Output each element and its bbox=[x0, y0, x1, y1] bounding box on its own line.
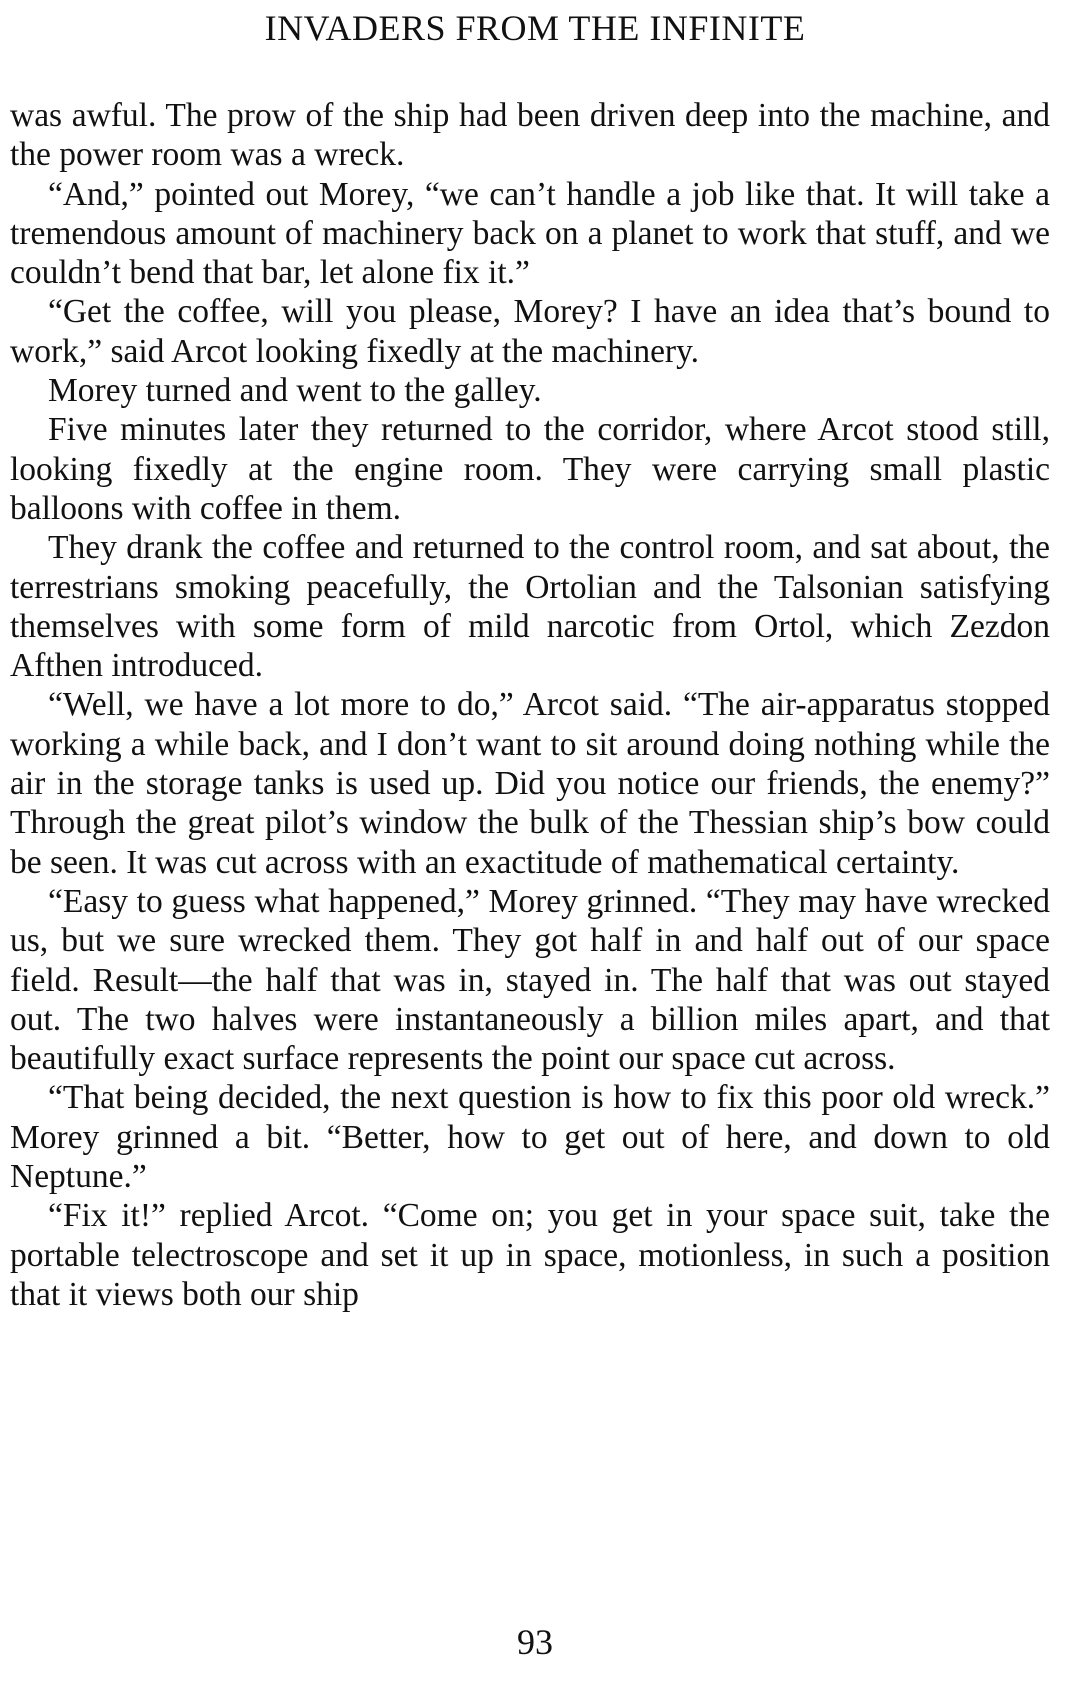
paragraph: “Well, we have a lot more to do,” Arcot said. “The air-apparatus stopped working a while back, and I don’t want to sit around doing nothing while the air in the storage tanks is used up. Did you notice our friends, the enemy?” Through the great pilot’s window the bulk of the Thessian ship’s bow could be seen. It was cut across with an exactitude of mathematical certainty. bbox=[10, 686, 1050, 881]
paragraph: Morey turned and went to the galley. bbox=[48, 372, 542, 410]
paragraph: “And,” pointed out Morey, “we can’t handle a job like that. It will take a tremendous amount of machinery back on a planet to work that stuff, and we couldn’t bend that bar, let alone fix it.” bbox=[10, 175, 1050, 292]
paragraph: “Get the coffee, will you please, Morey? I have an idea that’s bound to work,” said Arcot looking fixedly at the machinery. bbox=[10, 293, 1050, 370]
paragraph: They drank the coffee and returned to the control room, and sat about, the terrestrians smoking peacefully, the Ortolian and the Talsonian satisfying themselves with some form of mild narcotic from Ortol, which Zezdon Afthen introduced. bbox=[10, 529, 1050, 685]
paragraph-continued: was awful. The prow of the ship had been driven deep into the machine, and the power room was a wreck. bbox=[10, 97, 1050, 174]
paragraph: Five minutes later they returned to the corridor, where Arcot stood still, looking fixedly at the engine room. They were carrying small plastic balloons with coffee in them. bbox=[10, 411, 1050, 527]
page-number: 93 bbox=[517, 1622, 553, 1662]
running-title: INVADERS FROM THE INFINITE bbox=[264, 8, 806, 48]
body-text bbox=[10, 96, 1050, 1314]
paragraph: “Easy to guess what happened,” Morey grinned. “They may have wrecked us, but we sure wrecked them. They got half in and half out of our space field. Result—the half that was in, stayed in. The half that was out stayed out. The two halves were instantaneously a billion miles apart, and that beautifully exact surface represents the point our space cut across. bbox=[10, 882, 1050, 1078]
paragraph: “Fix it!” replied Arcot. “Come on; you get in your space suit, take the portable telectroscope and set it up in space, motionless, in such a position that it views both our ship bbox=[10, 1197, 1050, 1313]
paragraph: “That being decided, the next question is how to fix this poor old wreck.” Morey grinned a bit. “Better, how to get out of here, and down to old Neptune.” bbox=[10, 1079, 1050, 1196]
